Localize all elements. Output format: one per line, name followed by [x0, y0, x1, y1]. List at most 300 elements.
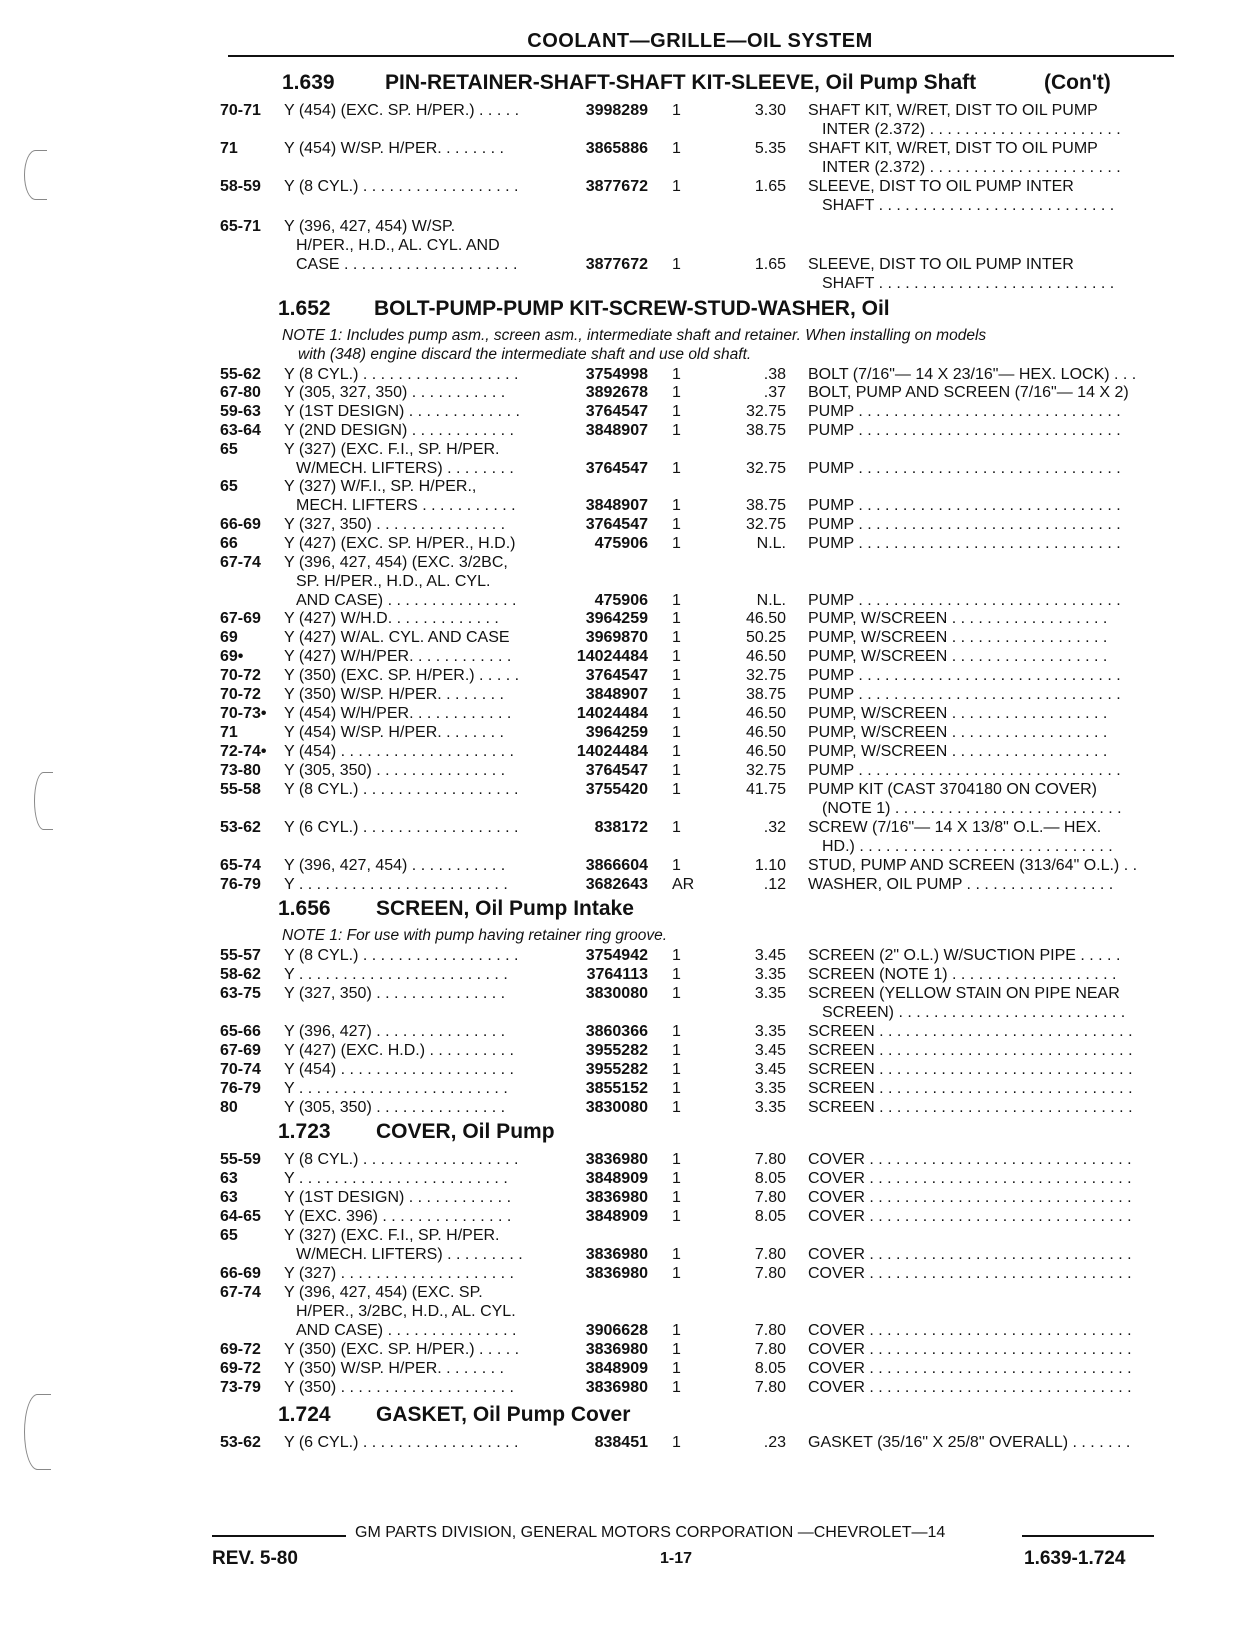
price: 1.10 — [754, 857, 786, 874]
quantity: 1 — [672, 403, 681, 420]
footer-range: 1.639-1.724 — [1024, 1548, 1126, 1569]
part-description: SCREEN (2" O.L.) W/SUCTION PIPE . . . . . — [808, 947, 1121, 964]
price: .23 — [763, 1434, 786, 1451]
model-description: Y (350) (EXC. SP. H/PER.) . . . . . — [284, 1341, 520, 1358]
model-years: 58-62 — [220, 966, 261, 983]
part-description: PUMP . . . . . . . . . . . . . . . . . . . . . . . . . . . . . . — [808, 667, 1121, 684]
part-description: SHAFT . . . . . . . . . . . . . . . . . . . . . . . . . . . — [822, 197, 1115, 214]
part-description: PUMP KIT (CAST 3704180 ON COVER) — [808, 781, 1097, 798]
model-years: 67-69 — [220, 1042, 261, 1059]
part-number: 3865886 — [585, 140, 648, 157]
model-years: 63-64 — [220, 422, 261, 439]
quantity: 1 — [672, 1023, 681, 1040]
model-years: 63 — [220, 1170, 238, 1187]
part-description: PUMP, W/SCREEN . . . . . . . . . . . . . . . . . . — [808, 629, 1108, 646]
part-number: 3836980 — [585, 1265, 648, 1282]
section-title: SCREEN, Oil Pump Intake — [376, 897, 634, 920]
part-number: 3848909 — [585, 1360, 648, 1377]
model-description: Y (427) W/AL. CYL. AND CASE — [284, 629, 510, 646]
model-description: Y (454) (EXC. SP. H/PER.) . . . . . — [284, 102, 520, 119]
quantity: 1 — [672, 384, 681, 401]
model-description: Y (327) (EXC. F.I., SP. H/PER. — [284, 1227, 500, 1244]
part-number: 3848907 — [585, 497, 648, 514]
model-description: Y (454) . . . . . . . . . . . . . . . . . . . . — [284, 743, 514, 760]
model-description: Y (350) W/SP. H/PER. . . . . . . . — [284, 686, 504, 703]
model-years: 70-72 — [220, 667, 261, 684]
model-description: Y (1ST DESIGN) . . . . . . . . . . . . — [284, 1189, 512, 1206]
part-description: SCREEN (YELLOW STAIN ON PIPE NEAR — [808, 985, 1120, 1002]
quantity: 1 — [672, 1322, 681, 1339]
part-number: 14024484 — [576, 648, 648, 665]
model-years: 65-71 — [220, 218, 261, 235]
part-description: COVER . . . . . . . . . . . . . . . . . . . . . . . . . . . . . . — [808, 1189, 1132, 1206]
quantity: 1 — [672, 1099, 681, 1116]
price: 46.50 — [745, 648, 786, 665]
part-number: 3764547 — [585, 403, 648, 420]
price: N.L. — [756, 535, 786, 552]
model-description: Y (305, 327, 350) . . . . . . . . . . . — [284, 384, 506, 401]
part-description: WASHER, OIL PUMP . . . . . . . . . . . . . . . . . — [808, 876, 1114, 893]
part-description: GASKET (35/16" X 25/8" OVERALL) . . . . . . . — [808, 1434, 1131, 1451]
section-note: with (348) engine discard the intermediate shaft and use old shaft. — [298, 345, 752, 363]
model-years: 63-75 — [220, 985, 261, 1002]
model-description: Y . . . . . . . . . . . . . . . . . . . . . . . . — [284, 876, 508, 893]
part-number: 838172 — [594, 819, 648, 836]
part-number: 3860366 — [585, 1023, 648, 1040]
model-years: 65-66 — [220, 1023, 261, 1040]
price: 8.05 — [754, 1360, 786, 1377]
part-description: PUMP . . . . . . . . . . . . . . . . . . . . . . . . . . . . . . — [808, 686, 1121, 703]
quantity: 1 — [672, 781, 681, 798]
part-description: SHAFT . . . . . . . . . . . . . . . . . . . . . . . . . . . — [822, 275, 1115, 292]
part-number: 3755420 — [585, 781, 648, 798]
price: 3.45 — [754, 1061, 786, 1078]
model-years: 65-74 — [220, 857, 261, 874]
margin-mark — [24, 150, 47, 200]
margin-mark — [34, 772, 53, 830]
part-number: 3848907 — [585, 422, 648, 439]
quantity: 1 — [672, 422, 681, 439]
price: 7.80 — [754, 1341, 786, 1358]
part-number: 3682643 — [585, 876, 648, 893]
part-number: 3955282 — [585, 1061, 648, 1078]
model-description: Y (454) W/SP. H/PER. . . . . . . . — [284, 140, 504, 157]
model-description: Y (8 CYL.) . . . . . . . . . . . . . . . . . . — [284, 781, 519, 798]
price: 3.35 — [754, 1080, 786, 1097]
section-title: PIN-RETAINER-SHAFT-SHAFT KIT-SLEEVE, Oil Pump Shaft — [385, 71, 977, 94]
model-years: 67-80 — [220, 384, 261, 401]
margin-mark — [24, 1394, 51, 1470]
quantity: 1 — [672, 366, 681, 383]
section-continued: (Con't) — [1044, 71, 1111, 94]
model-description: Y (2ND DESIGN) . . . . . . . . . . . . — [284, 422, 514, 439]
quantity: 1 — [672, 1170, 681, 1187]
model-years: 71 — [220, 724, 238, 741]
footer-rule-right — [1022, 1535, 1154, 1537]
part-number: 3848909 — [585, 1170, 648, 1187]
model-years: 53-62 — [220, 1434, 261, 1451]
section-number: 1.724 — [278, 1403, 331, 1426]
price: 32.75 — [745, 667, 786, 684]
footer-revision: REV. 5-80 — [212, 1548, 298, 1569]
part-number: 3836980 — [585, 1246, 648, 1263]
quantity: AR — [672, 876, 695, 893]
part-number: 3848907 — [585, 686, 648, 703]
model-years: 59-63 — [220, 403, 261, 420]
part-number: 3848909 — [585, 1208, 648, 1225]
quantity: 1 — [672, 256, 681, 273]
part-description: BOLT (7/16"— 14 X 23/16"— HEX. LOCK) . . . — [808, 366, 1137, 383]
model-description: Y (305, 350) . . . . . . . . . . . . . . . — [284, 762, 506, 779]
price: 7.80 — [754, 1246, 786, 1263]
footer-rule-left — [212, 1535, 346, 1537]
model-description: Y . . . . . . . . . . . . . . . . . . . . . . . . — [284, 966, 508, 983]
part-number: 3866604 — [585, 857, 648, 874]
model-description: Y (396, 427) . . . . . . . . . . . . . . . — [284, 1023, 506, 1040]
quantity: 1 — [672, 497, 681, 514]
model-description: Y (8 CYL.) . . . . . . . . . . . . . . . . . . — [284, 366, 519, 383]
part-number: 3855152 — [585, 1080, 648, 1097]
model-description: Y (454) W/H/PER. . . . . . . . . . . . — [284, 705, 512, 722]
model-years: 66-69 — [220, 516, 261, 533]
price: 3.45 — [754, 1042, 786, 1059]
model-description: Y (350) W/SP. H/PER. . . . . . . . — [284, 1360, 504, 1377]
part-number: 3998289 — [585, 102, 648, 119]
price: .12 — [763, 876, 786, 893]
part-number: 475906 — [594, 535, 648, 552]
model-description: W/MECH. LIFTERS) . . . . . . . . — [296, 460, 514, 477]
part-number: 3964259 — [585, 724, 648, 741]
price: 38.75 — [745, 686, 786, 703]
price: 32.75 — [745, 516, 786, 533]
part-description: COVER . . . . . . . . . . . . . . . . . . . . . . . . . . . . . . — [808, 1208, 1132, 1225]
part-description: HD.) . . . . . . . . . . . . . . . . . . . . . . . . . . . . . — [822, 838, 1113, 855]
quantity: 1 — [672, 724, 681, 741]
model-description: Y . . . . . . . . . . . . . . . . . . . . . . . . — [284, 1080, 508, 1097]
part-description: SLEEVE, DIST TO OIL PUMP INTER — [808, 178, 1074, 195]
price: 38.75 — [745, 422, 786, 439]
model-description: AND CASE) . . . . . . . . . . . . . . . — [296, 1322, 517, 1339]
model-description: Y (454) . . . . . . . . . . . . . . . . . . . . — [284, 1061, 514, 1078]
part-description: PUMP, W/SCREEN . . . . . . . . . . . . . . . . . . — [808, 743, 1108, 760]
model-description: Y (6 CYL.) . . . . . . . . . . . . . . . . . . — [284, 819, 519, 836]
section-number: 1.656 — [278, 897, 331, 920]
model-years: 66 — [220, 535, 238, 552]
page-title: COOLANT—GRILLE—OIL SYSTEM — [527, 30, 873, 52]
part-description: SCREEN . . . . . . . . . . . . . . . . . . . . . . . . . . . . . — [808, 1061, 1133, 1078]
model-years: 76-79 — [220, 876, 261, 893]
model-description: Y (6 CYL.) . . . . . . . . . . . . . . . . . . — [284, 1434, 519, 1451]
quantity: 1 — [672, 102, 681, 119]
price: 8.05 — [754, 1208, 786, 1225]
price: 46.50 — [745, 724, 786, 741]
model-years: 66-69 — [220, 1265, 261, 1282]
model-description: Y (327, 350) . . . . . . . . . . . . . . . — [284, 985, 506, 1002]
quantity: 1 — [672, 686, 681, 703]
quantity: 1 — [672, 1080, 681, 1097]
price: 7.80 — [754, 1379, 786, 1396]
section-note: NOTE 1: For use with pump having retainer ring groove. — [282, 927, 668, 944]
model-description: Y (350) . . . . . . . . . . . . . . . . . . . . — [284, 1379, 514, 1396]
model-description: Y (350) (EXC. SP. H/PER.) . . . . . — [284, 667, 520, 684]
price: 41.75 — [745, 781, 786, 798]
quantity: 1 — [672, 1360, 681, 1377]
price: 7.80 — [754, 1189, 786, 1206]
part-number: 3906628 — [585, 1322, 648, 1339]
model-years: 65 — [220, 1227, 238, 1244]
part-description: COVER . . . . . . . . . . . . . . . . . . . . . . . . . . . . . . — [808, 1265, 1132, 1282]
part-description: COVER . . . . . . . . . . . . . . . . . . . . . . . . . . . . . . — [808, 1379, 1132, 1396]
model-years: 67-69 — [220, 610, 261, 627]
quantity: 1 — [672, 667, 681, 684]
model-description: Y (427) W/H.D. . . . . . . . . . . . . — [284, 610, 499, 627]
quantity: 1 — [672, 1151, 681, 1168]
price: 46.50 — [745, 705, 786, 722]
part-description: PUMP . . . . . . . . . . . . . . . . . . . . . . . . . . . . . . — [808, 592, 1121, 609]
part-description: BOLT, PUMP AND SCREEN (7/16"— 14 X 2) — [808, 384, 1129, 401]
model-years: 55-62 — [220, 366, 261, 383]
part-number: 3764547 — [585, 460, 648, 477]
section-note: NOTE 1: Includes pump asm., screen asm., intermediate shaft and retainer. When installing on models — [282, 327, 987, 344]
price: 3.35 — [754, 1099, 786, 1116]
price: 3.30 — [754, 102, 786, 119]
quantity: 1 — [672, 1341, 681, 1358]
part-number: 3877672 — [585, 178, 648, 195]
model-description: W/MECH. LIFTERS) . . . . . . . . . — [296, 1246, 523, 1263]
part-number: 3764547 — [585, 516, 648, 533]
price: .37 — [763, 384, 786, 401]
part-description: SCREEN . . . . . . . . . . . . . . . . . . . . . . . . . . . . . — [808, 1080, 1133, 1097]
part-description: COVER . . . . . . . . . . . . . . . . . . . . . . . . . . . . . . — [808, 1341, 1132, 1358]
part-description: STUD, PUMP AND SCREEN (313/64" O.L.) . . — [808, 857, 1138, 874]
part-description: SLEEVE, DIST TO OIL PUMP INTER — [808, 256, 1074, 273]
model-years: 73-79 — [220, 1379, 261, 1396]
part-number: 3830080 — [585, 985, 648, 1002]
part-description: SCREW (7/16"— 14 X 13/8" O.L.— HEX. — [808, 819, 1102, 836]
model-years: 69-72 — [220, 1341, 261, 1358]
part-description: PUMP . . . . . . . . . . . . . . . . . . . . . . . . . . . . . . — [808, 403, 1121, 420]
part-number: 3754942 — [585, 947, 648, 964]
quantity: 1 — [672, 1246, 681, 1263]
part-number: 3836980 — [585, 1379, 648, 1396]
quantity: 1 — [672, 535, 681, 552]
part-description: PUMP . . . . . . . . . . . . . . . . . . . . . . . . . . . . . . — [808, 762, 1121, 779]
price: 5.35 — [754, 140, 786, 157]
part-description: PUMP, W/SCREEN . . . . . . . . . . . . . . . . . . — [808, 705, 1108, 722]
quantity: 1 — [672, 592, 681, 609]
model-description: H/PER., 3/2BC, H.D., AL. CYL. — [296, 1303, 516, 1320]
model-description: SP. H/PER., H.D., AL. CYL. — [296, 573, 491, 590]
model-years: 71 — [220, 140, 238, 157]
price: 3.35 — [754, 966, 786, 983]
quantity: 1 — [672, 1042, 681, 1059]
part-number: 3764547 — [585, 667, 648, 684]
model-description: MECH. LIFTERS . . . . . . . . . . . — [296, 497, 516, 514]
part-number: 3836980 — [585, 1341, 648, 1358]
price: 32.75 — [745, 762, 786, 779]
part-number: 3892678 — [585, 384, 648, 401]
quantity: 1 — [672, 1189, 681, 1206]
model-description: AND CASE) . . . . . . . . . . . . . . . — [296, 592, 517, 609]
model-description: Y (8 CYL.) . . . . . . . . . . . . . . . . . . — [284, 178, 519, 195]
model-description: Y . . . . . . . . . . . . . . . . . . . . . . . . — [284, 1170, 508, 1187]
model-description: Y (427) W/H/PER. . . . . . . . . . . . — [284, 648, 512, 665]
price: .38 — [763, 366, 786, 383]
model-years: 63 — [220, 1189, 238, 1206]
model-years: 70-73• — [220, 705, 267, 722]
model-years: 67-74 — [220, 1284, 261, 1301]
section-number: 1.652 — [278, 297, 331, 320]
quantity: 1 — [672, 1061, 681, 1078]
model-description: Y (427) (EXC. H.D.) . . . . . . . . . . — [284, 1042, 514, 1059]
section-title: BOLT-PUMP-PUMP KIT-SCREW-STUD-WASHER, Oil — [374, 297, 890, 320]
price: 50.25 — [745, 629, 786, 646]
part-number: 14024484 — [576, 743, 648, 760]
quantity: 1 — [672, 1434, 681, 1451]
footer-publisher: GM PARTS DIVISION, GENERAL MOTORS CORPORATION —CHEVROLET—14 — [355, 1524, 946, 1541]
price: 1.65 — [754, 178, 786, 195]
price: 46.50 — [745, 743, 786, 760]
price: 1.65 — [754, 256, 786, 273]
part-description: PUMP . . . . . . . . . . . . . . . . . . . . . . . . . . . . . . — [808, 460, 1121, 477]
model-description: Y (327) . . . . . . . . . . . . . . . . . . . . — [284, 1265, 514, 1282]
model-years: 55-59 — [220, 1151, 261, 1168]
model-description: Y (396, 427, 454) (EXC. SP. — [284, 1284, 483, 1301]
part-number: 3830080 — [585, 1099, 648, 1116]
quantity: 1 — [672, 857, 681, 874]
model-description: Y (396, 427, 454) . . . . . . . . . . . — [284, 857, 506, 874]
quantity: 1 — [672, 648, 681, 665]
model-description: Y (8 CYL.) . . . . . . . . . . . . . . . . . . — [284, 1151, 519, 1168]
model-years: 55-57 — [220, 947, 261, 964]
part-description: COVER . . . . . . . . . . . . . . . . . . . . . . . . . . . . . . — [808, 1246, 1132, 1263]
part-description: COVER . . . . . . . . . . . . . . . . . . . . . . . . . . . . . . — [808, 1360, 1132, 1377]
part-description: PUMP . . . . . . . . . . . . . . . . . . . . . . . . . . . . . . — [808, 497, 1121, 514]
price: 38.75 — [745, 497, 786, 514]
model-years: 65 — [220, 478, 238, 495]
model-description: CASE . . . . . . . . . . . . . . . . . . . . — [296, 256, 518, 273]
quantity: 1 — [672, 610, 681, 627]
part-description: SHAFT KIT, W/RET, DIST TO OIL PUMP — [808, 102, 1098, 119]
model-years: 76-79 — [220, 1080, 261, 1097]
quantity: 1 — [672, 819, 681, 836]
quantity: 1 — [672, 460, 681, 477]
quantity: 1 — [672, 947, 681, 964]
model-description: Y (396, 427, 454) W/SP. — [284, 218, 456, 235]
footer-page-number: 1-17 — [660, 1550, 693, 1567]
part-description: INTER (2.372) . . . . . . . . . . . . . . . . . . . . . . — [822, 121, 1121, 138]
model-description: H/PER., H.D., AL. CYL. AND — [296, 237, 500, 254]
section-number: 1.639 — [282, 71, 335, 94]
part-description: COVER . . . . . . . . . . . . . . . . . . . . . . . . . . . . . . — [808, 1170, 1132, 1187]
model-description: Y (EXC. 396) . . . . . . . . . . . . . . . — [284, 1208, 512, 1225]
model-years: 53-62 — [220, 819, 261, 836]
model-years: 64-65 — [220, 1208, 261, 1225]
price: 7.80 — [754, 1151, 786, 1168]
quantity: 1 — [672, 1379, 681, 1396]
price: 7.80 — [754, 1265, 786, 1282]
model-years: 65 — [220, 441, 238, 458]
part-description: SCREEN . . . . . . . . . . . . . . . . . . . . . . . . . . . . . — [808, 1099, 1133, 1116]
part-description: INTER (2.372) . . . . . . . . . . . . . . . . . . . . . . — [822, 159, 1121, 176]
quantity: 1 — [672, 178, 681, 195]
price: 3.35 — [754, 985, 786, 1002]
part-description: SCREEN (NOTE 1) . . . . . . . . . . . . . . . . . . . — [808, 966, 1117, 983]
part-number: 3964259 — [585, 610, 648, 627]
part-description: PUMP, W/SCREEN . . . . . . . . . . . . . . . . . . — [808, 724, 1108, 741]
section-title: COVER, Oil Pump — [376, 1120, 555, 1143]
part-description: PUMP . . . . . . . . . . . . . . . . . . . . . . . . . . . . . . — [808, 516, 1121, 533]
model-years: 69 — [220, 629, 238, 646]
quantity: 1 — [672, 966, 681, 983]
model-years: 70-74 — [220, 1061, 261, 1078]
model-years: 70-71 — [220, 102, 261, 119]
model-years: 55-58 — [220, 781, 261, 798]
part-number: 838451 — [594, 1434, 648, 1451]
part-description: SCREEN . . . . . . . . . . . . . . . . . . . . . . . . . . . . . — [808, 1023, 1133, 1040]
model-description: Y (327) (EXC. F.I., SP. H/PER. — [284, 441, 500, 458]
part-description: PUMP . . . . . . . . . . . . . . . . . . . . . . . . . . . . . . — [808, 535, 1121, 552]
part-number: 3836980 — [585, 1189, 648, 1206]
model-years: 67-74 — [220, 554, 261, 571]
quantity: 1 — [672, 762, 681, 779]
part-number: 3836980 — [585, 1151, 648, 1168]
part-description: (NOTE 1) . . . . . . . . . . . . . . . . . . . . . . . . . . — [822, 800, 1122, 817]
model-years: 73-80 — [220, 762, 261, 779]
part-number: 3764547 — [585, 762, 648, 779]
quantity: 1 — [672, 985, 681, 1002]
model-years: 69• — [220, 648, 244, 665]
model-description: Y (327) W/F.I., SP. H/PER., — [284, 478, 477, 495]
quantity: 1 — [672, 1265, 681, 1282]
section-number: 1.723 — [278, 1120, 331, 1143]
price: .32 — [763, 819, 786, 836]
model-years: 70-72 — [220, 686, 261, 703]
part-number: 3969870 — [585, 629, 648, 646]
part-description: PUMP, W/SCREEN . . . . . . . . . . . . . . . . . . — [808, 610, 1108, 627]
part-description: SHAFT KIT, W/RET, DIST TO OIL PUMP — [808, 140, 1098, 157]
price: 3.35 — [754, 1023, 786, 1040]
quantity: 1 — [672, 705, 681, 722]
model-description: Y (454) W/SP. H/PER. . . . . . . . — [284, 724, 504, 741]
part-description: SCREEN) . . . . . . . . . . . . . . . . . . . . . . . . . . — [822, 1004, 1126, 1021]
price: 32.75 — [745, 403, 786, 420]
price: 46.50 — [745, 610, 786, 627]
part-number: 3754998 — [585, 366, 648, 383]
part-description: SCREEN . . . . . . . . . . . . . . . . . . . . . . . . . . . . . — [808, 1042, 1133, 1059]
model-years: 72-74• — [220, 743, 267, 760]
model-description: Y (327, 350) . . . . . . . . . . . . . . . — [284, 516, 506, 533]
part-description: PUMP, W/SCREEN . . . . . . . . . . . . . . . . . . — [808, 648, 1108, 665]
model-years: 58-59 — [220, 178, 261, 195]
part-number: 3764113 — [586, 966, 648, 983]
price: N.L. — [756, 592, 786, 609]
part-description: COVER . . . . . . . . . . . . . . . . . . . . . . . . . . . . . . — [808, 1151, 1132, 1168]
part-number: 3877672 — [585, 256, 648, 273]
price: 3.45 — [754, 947, 786, 964]
part-description: PUMP . . . . . . . . . . . . . . . . . . . . . . . . . . . . . . — [808, 422, 1121, 439]
price: 7.80 — [754, 1322, 786, 1339]
price: 8.05 — [754, 1170, 786, 1187]
part-description: COVER . . . . . . . . . . . . . . . . . . . . . . . . . . . . . . — [808, 1322, 1132, 1339]
header-rule — [228, 55, 1174, 57]
quantity: 1 — [672, 1208, 681, 1225]
model-years: 80 — [220, 1099, 238, 1116]
part-number: 14024484 — [576, 705, 648, 722]
section-title: GASKET, Oil Pump Cover — [376, 1403, 631, 1426]
part-number: 3955282 — [585, 1042, 648, 1059]
quantity: 1 — [672, 743, 681, 760]
